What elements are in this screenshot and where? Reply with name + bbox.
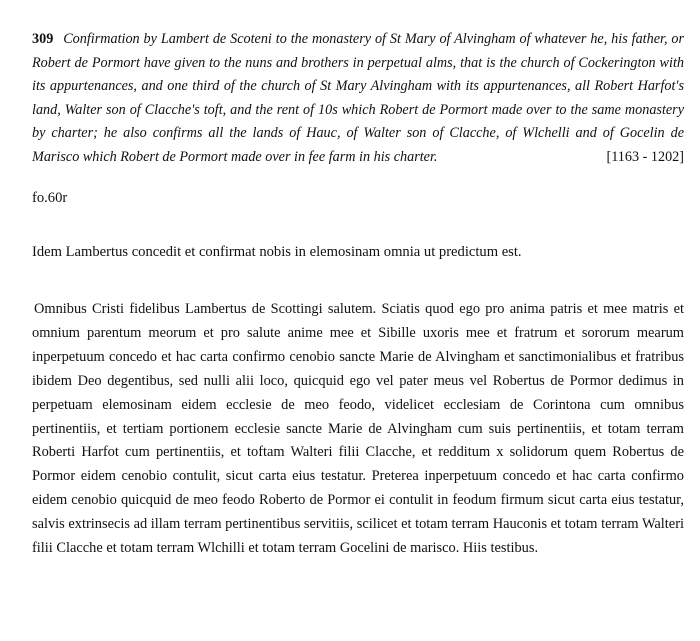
entry-heading — [32, 28, 684, 170]
entry-summary: Confirmation by Lambert de Scoteni to the monastery of St Mary of Alvingham of whatever he, his father, or Robert de Pormort have given to the nuns and brothers in perpetual alms, that is the church of Cockerington with its appurtenances, and one third of the church of St Mary Alvingham with its appurtenances, all Robert Harfot's land, Walter son of Clacche's toft, and the rent of 10s which Robert de Pormort made over to the same monastery by charter; he also confirms all the lands of Hauc, of Walter son of Clacche, of Wlchelli and of Gocelin de Marisco which Robert de Pormort made over in fee farm in his charter. — [32, 31, 685, 165]
entry-number: 309 — [32, 31, 54, 47]
folio-reference: fo.60r — [32, 190, 68, 206]
charter-paragraph: Omnibus Cristi fidelibus Lambertus de Scottingi salutem. Sciatis quod ego pro anima patris et mee matris et omnium parentum meorum et pro salute anime mee et Sibille uxoris mee et fratrum et sororum mearum inperpetuum concedo et hac carta confirmo cenobio sancte Marie de Alvingham et sanctimonialibus et fratribus ibidem Deo degentibus, sed nulli alii loco, quicquid ego vel pater meus vel Robertus de Pormor dedimus in perpetuam elemosinam eidem ecclesie de meo feodo, videlicet ecclesiam de Corintona cum omnibus pertinentiis, et tertiam portionem ecclesie sancte Marie de Alvingham cum suis pertinentiis, et totam terram Roberti Harfot cum pertinentiis, et toftam Walteri filii Clacche, et redditum x solidorum quem Robertus de Pormor eidem cenobio contulit, sicut carta eius testatur. Preterea inperpetuum concedo et hac carta confirmo eidem cenobio quicquid de meo feodo Roberto de Pormor ei contulit in feodum firmum sicut carta eius testatur, salvis extrinsecis ad illam terram pertinentibus servitiis, scilicet et totam terram Hauconis et totam terram Walteri filii Clacche et totam terram Wlchilli et totam terram Gocelini de marisco. Hiis testibus. — [32, 301, 684, 557]
idem-paragraph: Idem Lambertus concedit et confirmat nobis in elemosinam omnia ut predictum est. — [32, 244, 522, 260]
entry-date: [1163 - 1202] — [606, 148, 684, 165]
